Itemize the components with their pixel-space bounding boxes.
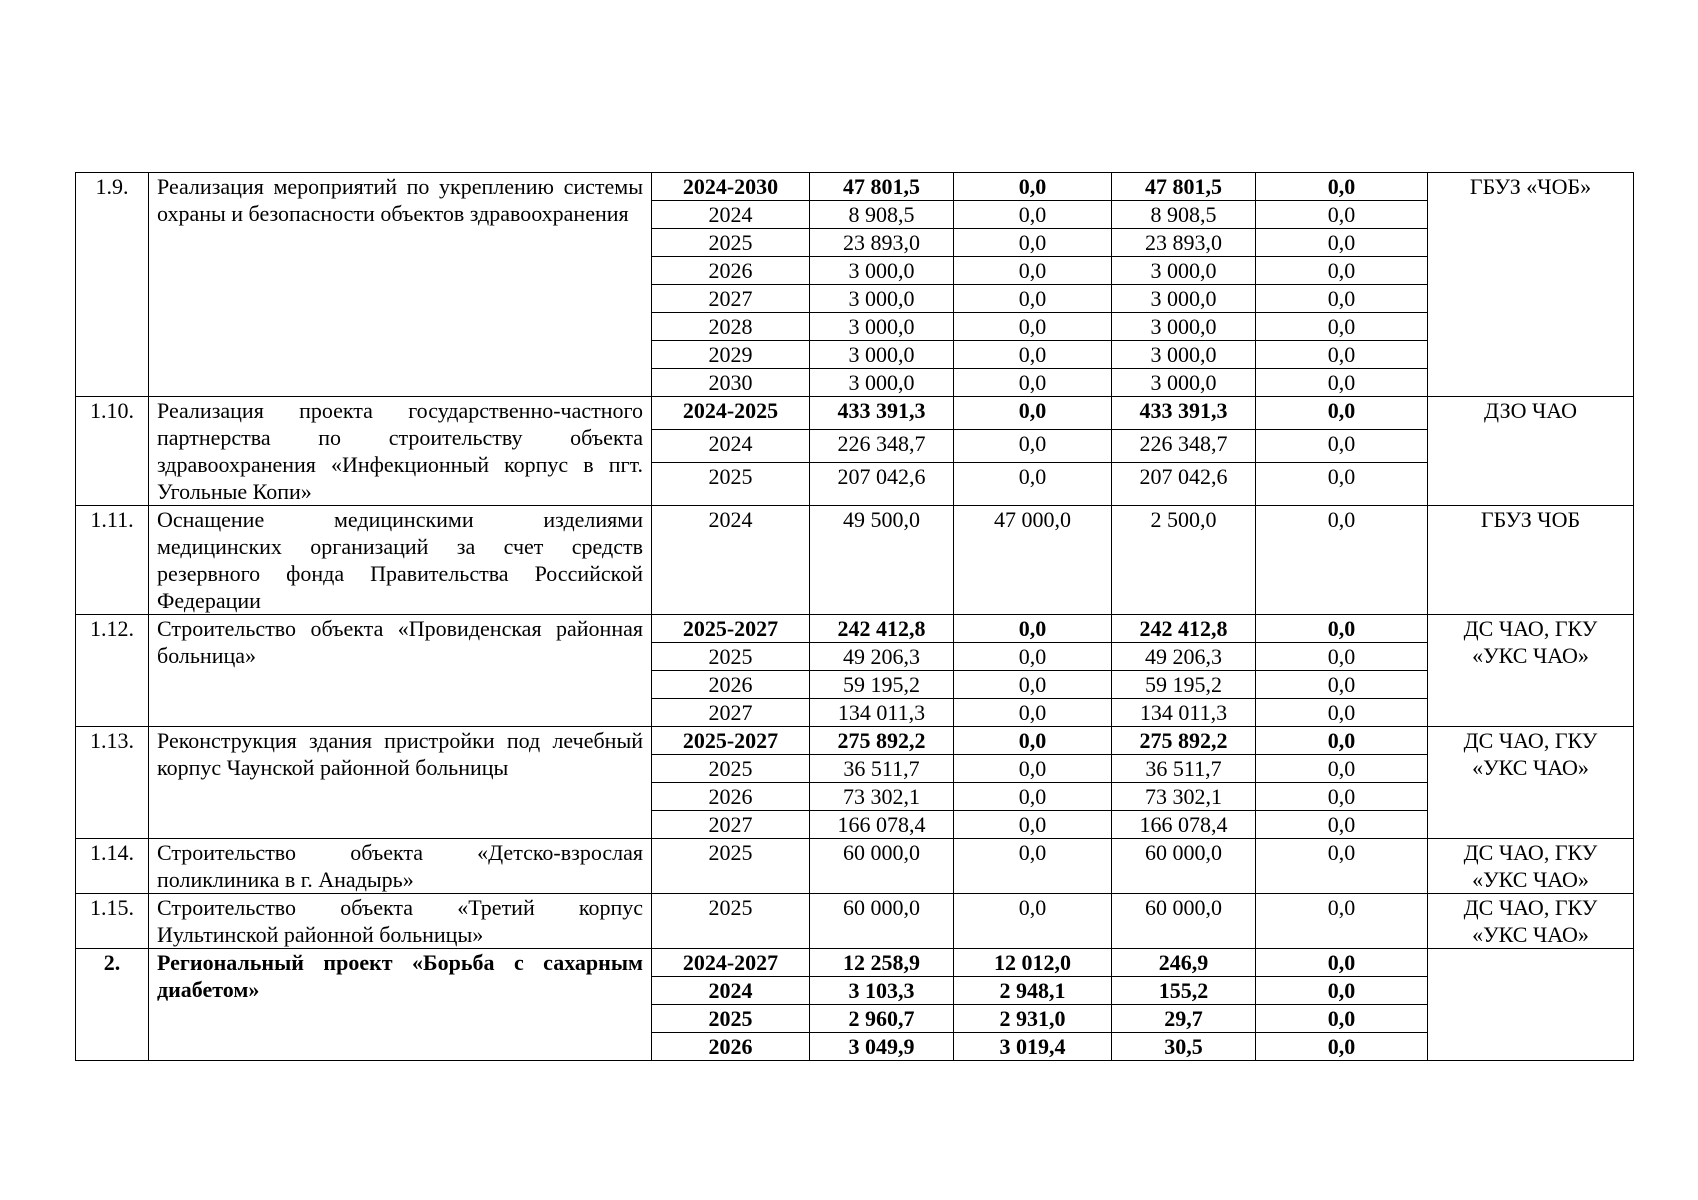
other-sources-cell: 0,0 [1256,839,1428,894]
regional-budget-cell: 166 078,4 [1112,811,1256,839]
federal-budget-cell: 2 948,1 [954,977,1112,1005]
item-name: Реализация проекта государственно-частного партнерства по строительству объекта здравоохранения «Инфекционный корпус в пгт. Угольные Копи» [149,397,652,506]
responsible-executor: ГБУЗ ЧОБ [1428,506,1634,615]
other-sources-cell: 0,0 [1256,229,1428,257]
federal-budget-cell: 0,0 [954,201,1112,229]
regional-budget-cell: 246,9 [1112,949,1256,977]
other-sources-cell: 0,0 [1256,783,1428,811]
other-sources-cell: 0,0 [1256,201,1428,229]
table-row [76,506,1634,615]
other-sources-cell: 0,0 [1256,1033,1428,1061]
total-cell: 49 206,3 [810,643,954,671]
total-cell: 3 103,3 [810,977,954,1005]
period-cell: 2025 [652,755,810,783]
federal-budget-cell: 47 000,0 [954,506,1112,615]
item-number: 1.15. [76,894,149,949]
responsible-executor [1428,949,1634,1061]
other-sources-cell: 0,0 [1256,341,1428,369]
total-cell: 73 302,1 [810,783,954,811]
federal-budget-cell: 0,0 [954,369,1112,397]
federal-budget-cell: 0,0 [954,173,1112,201]
total-cell: 49 500,0 [810,506,954,615]
other-sources-cell: 0,0 [1256,257,1428,285]
item-name: Реконструкция здания пристройки под лечебный корпус Чаунской районной больницы [149,727,652,839]
other-sources-cell: 0,0 [1256,811,1428,839]
other-sources-cell: 0,0 [1256,173,1428,201]
regional-budget-cell: 3 000,0 [1112,313,1256,341]
federal-budget-cell: 0,0 [954,643,1112,671]
federal-budget-cell: 0,0 [954,285,1112,313]
total-cell: 3 049,9 [810,1033,954,1061]
regional-budget-cell: 29,7 [1112,1005,1256,1033]
period-cell: 2024 [652,506,810,615]
responsible-executor: ГБУЗ «ЧОБ» [1428,173,1634,397]
regional-budget-cell: 30,5 [1112,1033,1256,1061]
total-cell: 36 511,7 [810,755,954,783]
federal-budget-cell: 0,0 [954,397,1112,430]
total-cell: 47 801,5 [810,173,954,201]
period-cell: 2026 [652,257,810,285]
period-cell: 2027 [652,811,810,839]
table-row [76,727,1634,755]
table-row [76,839,1634,894]
period-cell: 2027 [652,699,810,727]
federal-budget-cell: 0,0 [954,463,1112,506]
table-row [76,949,1634,977]
other-sources-cell: 0,0 [1256,643,1428,671]
total-cell: 3 000,0 [810,341,954,369]
table-row [76,615,1634,643]
regional-budget-cell: 242 412,8 [1112,615,1256,643]
federal-budget-cell: 0,0 [954,699,1112,727]
other-sources-cell: 0,0 [1256,506,1428,615]
period-cell: 2030 [652,369,810,397]
period-cell: 2026 [652,783,810,811]
other-sources-cell: 0,0 [1256,430,1428,463]
regional-budget-cell: 23 893,0 [1112,229,1256,257]
period-cell: 2024 [652,201,810,229]
federal-budget-cell: 2 931,0 [954,1005,1112,1033]
other-sources-cell: 0,0 [1256,369,1428,397]
item-number: 1.14. [76,839,149,894]
federal-budget-cell: 0,0 [954,671,1112,699]
total-cell: 3 000,0 [810,313,954,341]
other-sources-cell: 0,0 [1256,949,1428,977]
regional-budget-cell: 134 011,3 [1112,699,1256,727]
regional-budget-cell: 3 000,0 [1112,285,1256,313]
federal-budget-cell: 0,0 [954,839,1112,894]
federal-budget-cell: 0,0 [954,755,1112,783]
regional-budget-cell: 73 302,1 [1112,783,1256,811]
period-cell: 2029 [652,341,810,369]
federal-budget-cell: 0,0 [954,894,1112,949]
total-cell: 207 042,6 [810,463,954,506]
period-cell: 2025-2027 [652,727,810,755]
period-cell: 2024 [652,430,810,463]
other-sources-cell: 0,0 [1256,699,1428,727]
federal-budget-cell: 0,0 [954,229,1112,257]
period-cell: 2028 [652,313,810,341]
other-sources-cell: 0,0 [1256,397,1428,430]
federal-budget-cell: 0,0 [954,783,1112,811]
total-cell: 3 000,0 [810,257,954,285]
regional-budget-cell: 60 000,0 [1112,894,1256,949]
table-row [76,397,1634,430]
regional-budget-cell: 60 000,0 [1112,839,1256,894]
federal-budget-cell: 12 012,0 [954,949,1112,977]
other-sources-cell: 0,0 [1256,671,1428,699]
federal-budget-cell: 3 019,4 [954,1033,1112,1061]
regional-budget-cell: 207 042,6 [1112,463,1256,506]
other-sources-cell: 0,0 [1256,894,1428,949]
regional-budget-cell: 3 000,0 [1112,341,1256,369]
item-number: 2. [76,949,149,1061]
regional-budget-cell: 3 000,0 [1112,257,1256,285]
total-cell: 60 000,0 [810,894,954,949]
federal-budget-cell: 0,0 [954,430,1112,463]
total-cell: 3 000,0 [810,369,954,397]
federal-budget-cell: 0,0 [954,257,1112,285]
total-cell: 23 893,0 [810,229,954,257]
item-name: Строительство объекта «Провиденская районная больница» [149,615,652,727]
total-cell: 166 078,4 [810,811,954,839]
period-cell: 2027 [652,285,810,313]
item-number: 1.12. [76,615,149,727]
period-cell: 2025 [652,894,810,949]
responsible-executor: ДЗО ЧАО [1428,397,1634,506]
total-cell: 2 960,7 [810,1005,954,1033]
period-cell: 2024 [652,977,810,1005]
period-cell: 2024-2027 [652,949,810,977]
period-cell: 2026 [652,671,810,699]
period-cell: 2025 [652,643,810,671]
table-row [76,173,1634,201]
other-sources-cell: 0,0 [1256,615,1428,643]
total-cell: 60 000,0 [810,839,954,894]
period-cell: 2024-2025 [652,397,810,430]
item-name: Строительство объекта «Третий корпус Иультинской районной больницы» [149,894,652,949]
total-cell: 242 412,8 [810,615,954,643]
item-name: Строительство объекта «Детско-взрослая поликлиника в г. Анадырь» [149,839,652,894]
total-cell: 12 258,9 [810,949,954,977]
period-cell: 2025 [652,229,810,257]
total-cell: 3 000,0 [810,285,954,313]
total-cell: 134 011,3 [810,699,954,727]
federal-budget-cell: 0,0 [954,313,1112,341]
item-name: Региональный проект «Борьба с сахарным диабетом» [149,949,652,1061]
period-cell: 2025 [652,1005,810,1033]
item-name: Оснащение медицинскими изделиями медицинских организаций за счет средств резервного фонда Правительства Российской Федерации [149,506,652,615]
federal-budget-cell: 0,0 [954,615,1112,643]
total-cell: 59 195,2 [810,671,954,699]
regional-budget-cell: 275 892,2 [1112,727,1256,755]
other-sources-cell: 0,0 [1256,727,1428,755]
table-row [76,894,1634,949]
regional-budget-cell: 226 348,7 [1112,430,1256,463]
regional-budget-cell: 47 801,5 [1112,173,1256,201]
responsible-executor: ДС ЧАО, ГКУ «УКС ЧАО» [1428,894,1634,949]
regional-budget-cell: 36 511,7 [1112,755,1256,783]
responsible-executor: ДС ЧАО, ГКУ «УКС ЧАО» [1428,727,1634,839]
regional-budget-cell: 49 206,3 [1112,643,1256,671]
financing-table [75,172,1634,1061]
period-cell: 2025 [652,839,810,894]
regional-budget-cell: 3 000,0 [1112,369,1256,397]
item-number: 1.10. [76,397,149,506]
other-sources-cell: 0,0 [1256,285,1428,313]
responsible-executor: ДС ЧАО, ГКУ «УКС ЧАО» [1428,839,1634,894]
total-cell: 433 391,3 [810,397,954,430]
federal-budget-cell: 0,0 [954,341,1112,369]
total-cell: 8 908,5 [810,201,954,229]
item-number: 1.11. [76,506,149,615]
federal-budget-cell: 0,0 [954,727,1112,755]
other-sources-cell: 0,0 [1256,463,1428,506]
federal-budget-cell: 0,0 [954,811,1112,839]
regional-budget-cell: 8 908,5 [1112,201,1256,229]
period-cell: 2025 [652,463,810,506]
other-sources-cell: 0,0 [1256,755,1428,783]
total-cell: 275 892,2 [810,727,954,755]
item-number: 1.9. [76,173,149,397]
other-sources-cell: 0,0 [1256,313,1428,341]
responsible-executor: ДС ЧАО, ГКУ «УКС ЧАО» [1428,615,1634,727]
period-cell: 2024-2030 [652,173,810,201]
regional-budget-cell: 2 500,0 [1112,506,1256,615]
period-cell: 2025-2027 [652,615,810,643]
other-sources-cell: 0,0 [1256,1005,1428,1033]
regional-budget-cell: 59 195,2 [1112,671,1256,699]
period-cell: 2026 [652,1033,810,1061]
regional-budget-cell: 155,2 [1112,977,1256,1005]
regional-budget-cell: 433 391,3 [1112,397,1256,430]
other-sources-cell: 0,0 [1256,977,1428,1005]
total-cell: 226 348,7 [810,430,954,463]
item-name: Реализация мероприятий по укреплению системы охраны и безопасности объектов здравоохранения [149,173,652,397]
item-number: 1.13. [76,727,149,839]
